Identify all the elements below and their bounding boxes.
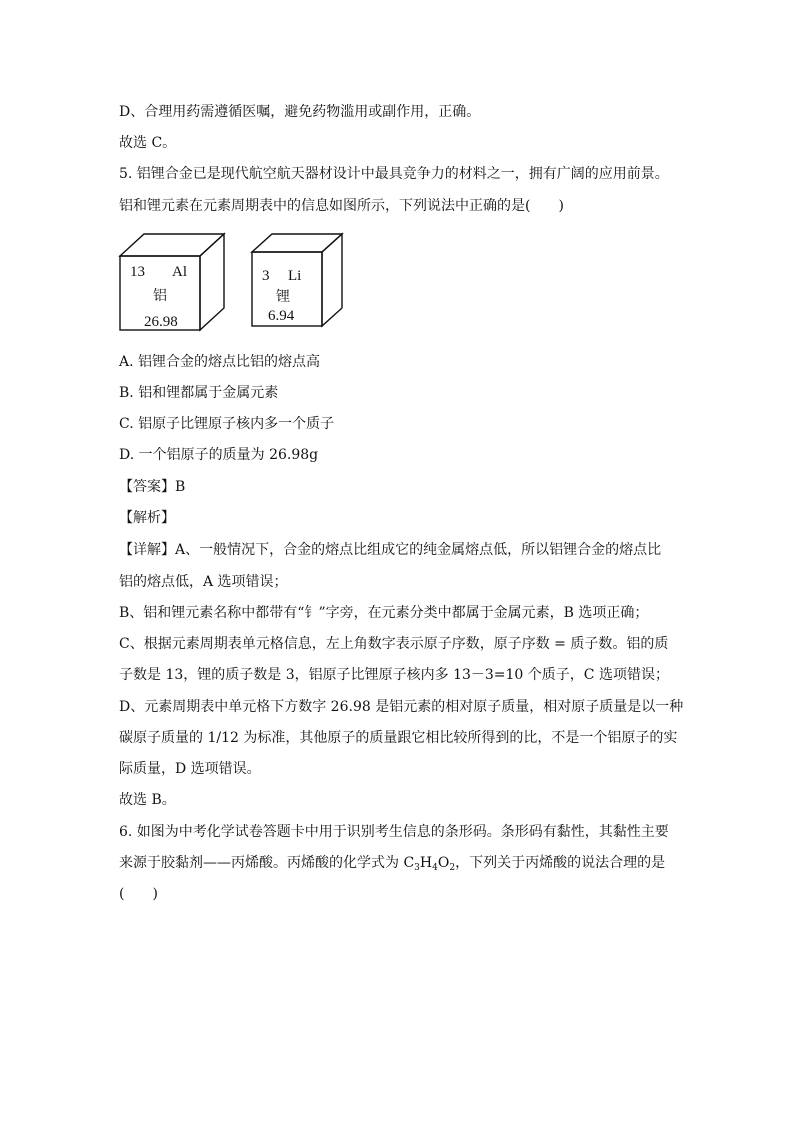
al-mass: 26.98 xyxy=(144,314,178,330)
q5-detail-line-3: B、铝和锂元素名称中都带有“钅”字旁，在元素分类中都属于金属元素，B 选项正确； xyxy=(119,605,649,621)
formula-sub-h: 4 xyxy=(432,863,438,873)
formula-h: H xyxy=(419,855,433,871)
li-atomic-number: 3 xyxy=(262,268,270,284)
element-cells-figure xyxy=(118,232,348,337)
li-mass: 6.94 xyxy=(268,308,295,324)
al-name: 铝 xyxy=(153,288,167,304)
q5-detail-line-8: 际质量，D 选项错误。 xyxy=(119,761,261,777)
element-cells-svg xyxy=(118,232,348,337)
q5-choice: 故选 B。 xyxy=(119,792,176,808)
q6-stem-line-3: ( ) xyxy=(119,886,158,902)
aluminium-cube xyxy=(120,234,224,330)
q5-stem-line-2: 铝和锂元素在元素周期表中的信息如图所示，下列说法中正确的是( ) xyxy=(119,198,564,214)
li-symbol: Li xyxy=(288,268,302,284)
q5-stem-line-1: 5. 铝锂合金已是现代航空航天器材设计中最具竞争力的材料之一，拥有广阔的应用前景。 xyxy=(119,166,669,182)
prev-option-d: D、合理用药需遵循医嘱，避免药物滥用或副作用，正确。 xyxy=(119,104,481,120)
q6-stem-line-1: 6. 如图为中考化学试卷答题卡中用于识别考生信息的条形码。条形码有黏性，其黏性主要 xyxy=(119,824,669,840)
li-name: 锂 xyxy=(276,289,290,305)
q5-detail-line-7: 碳原子质量的 1/12 为标准，其他原子的质量跟它相比较所得到的比，不是一个铝原子的实 xyxy=(119,730,678,746)
q5-option-d: D. 一个铝原子的质量为 26.98g xyxy=(119,447,319,463)
al-symbol: Al xyxy=(172,264,187,280)
q5-detail-line-5: 子数是 13，锂的质子数是 3，铝原子比锂原子核内多 13－3=10 个质子，C 选项错误； xyxy=(119,667,669,683)
prev-choice: 故选 C。 xyxy=(119,135,177,151)
q5-detail-line-1: 【详解】A、一般情况下，合金的熔点比组成它的纯金属熔点低，所以铝锂合金的熔点比 xyxy=(119,542,662,558)
formula-sub-o: 2 xyxy=(449,863,456,873)
q5-option-c: C. 铝原子比锂原子核内多一个质子 xyxy=(119,416,335,432)
q6-stem-text-b: ，下列关于丙烯酸的说法合理的是 xyxy=(455,855,666,871)
q5-detail-line-6: D、元素周期表中单元格下方数字 26.98 是铝元素的相对原子质量，相对原子质量是以一种 xyxy=(119,699,684,715)
formula-sub-c: 3 xyxy=(414,863,420,873)
q5-answer: 【答案】B xyxy=(119,479,186,495)
q5-option-a: A. 铝锂合金的熔点比铝的熔点高 xyxy=(119,354,321,370)
al-atomic-number: 13 xyxy=(130,264,145,280)
q5-analysis-heading: 【解析】 xyxy=(119,510,175,526)
lithium-cube xyxy=(252,234,342,326)
formula-o: O xyxy=(437,855,450,871)
q6-stem-text-a: 来源于胶黏剂——丙烯酸。丙烯酸的化学式为 C xyxy=(119,855,415,871)
q5-detail-line-4: C、根据元素周期表单元格信息，左上角数字表示原子序数，原子序数 = 质子数。铝的质 xyxy=(119,636,669,652)
q5-option-b: B. 铝和锂都属于金属元素 xyxy=(119,385,279,401)
q5-detail-line-2: 铝的熔点低，A 选项错误； xyxy=(119,574,288,590)
q6-stem-line-2 xyxy=(119,853,665,873)
